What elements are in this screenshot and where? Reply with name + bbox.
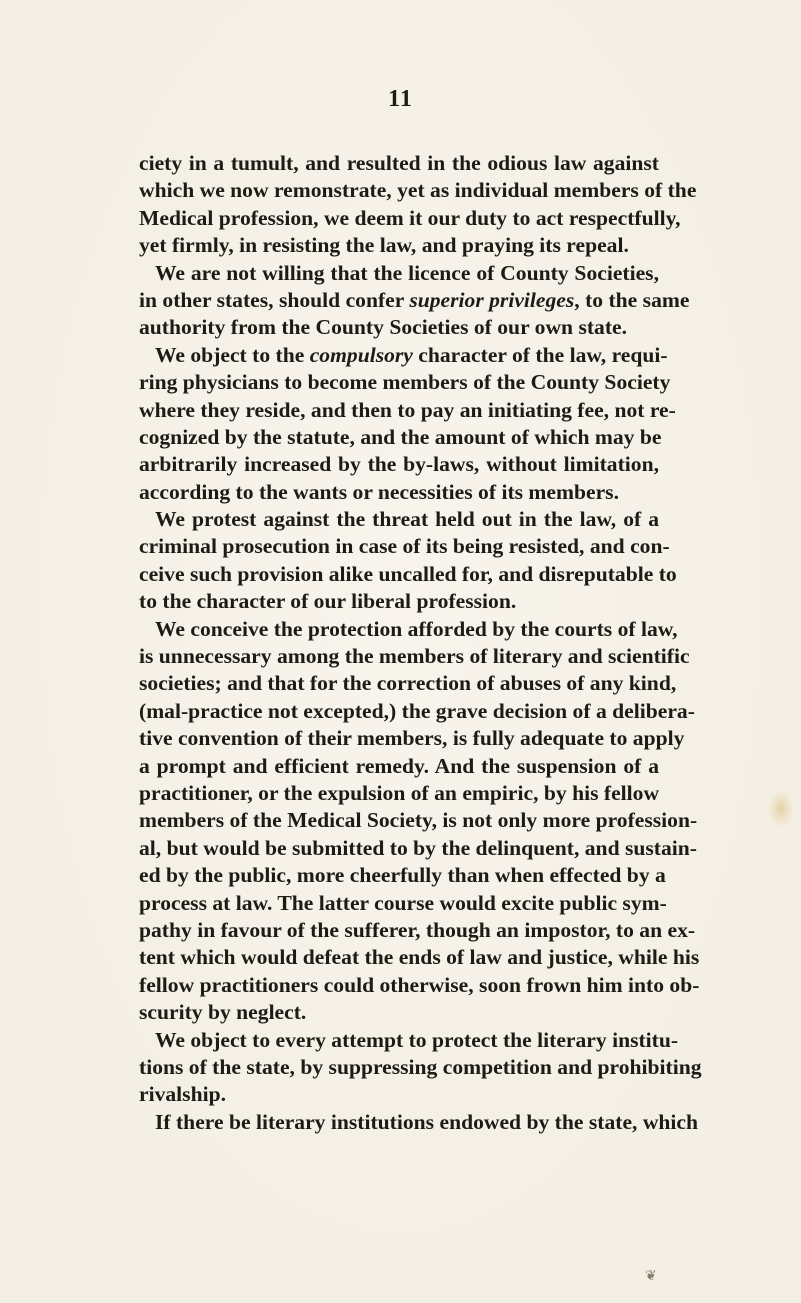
text-fragment: We object to the (155, 342, 305, 367)
text-line: criminal prosecution in case of its being resisted, and con- (139, 534, 670, 559)
text-line: tions of the state, by suppressing competition and prohibiting (139, 1054, 702, 1079)
text-line: Medical profession, we deem it our duty to act respectfully, (139, 205, 681, 230)
text-line: tent which would defeat the ends of law and justice, while his (139, 945, 700, 970)
text-line: cognized by the statute, and the amount of which may be (139, 424, 662, 449)
text-line: to the character of our liberal profession. (139, 589, 517, 614)
page-stain (768, 790, 794, 828)
text-line: ed by the public, more cheerfully than when effected by a (139, 863, 666, 888)
text-line: We protest against the threat held out in the law, of a (155, 507, 659, 532)
text-fragment: character of the law, requi- (412, 342, 668, 367)
text-line: societies; and that for the correction of abuses of any kind, (139, 671, 677, 696)
italic-phrase: compulsory (309, 342, 413, 367)
text-line: fellow practitioners could otherwise, soon frown him into ob- (139, 972, 700, 997)
text-line (139, 287, 690, 314)
text-line: according to the wants or necessities of its members. (139, 479, 619, 504)
text-line (139, 342, 668, 369)
bottom-mark: ❦ (645, 1269, 657, 1284)
text-fragment: , to the same (574, 287, 690, 312)
text-line: If there be literary institutions endowed by the state, which (155, 1109, 699, 1134)
text-line: which we now remonstrate, yet as individual members of the (139, 178, 697, 203)
text-line: ceive such provision alike uncalled for, and disreputable to (139, 561, 677, 586)
page-number: 11 (388, 86, 413, 112)
text-line: We are not willing that the licence of County Societies, (155, 260, 659, 285)
text-line: where they reside, and then to pay an initiating fee, not re- (139, 397, 676, 422)
italic-phrase: superior privileges (409, 287, 575, 312)
text-fragment: in other states, should confer (139, 287, 404, 312)
text-line: We object to every attempt to protect the literary institu- (155, 1027, 679, 1052)
text-line: rivalship. (139, 1082, 226, 1107)
text-line: ring physicians to become members of the County Society (139, 370, 671, 395)
text-line: authority from the County Societies of our own state. (139, 315, 628, 340)
text-line: members of the Medical Society, is not only more profession- (139, 808, 698, 833)
text-line: al, but would be submitted to by the delinquent, and sustain- (139, 835, 697, 860)
text-line: tive convention of their members, is fully adequate to apply (139, 726, 685, 751)
text-line: process at law. The latter course would excite public sym- (139, 890, 667, 915)
text-line: is unnecessary among the members of literary and scientific (139, 644, 690, 669)
text-line: a prompt and efficient remedy. And the suspension of a (139, 753, 659, 778)
text-line: We conceive the protection afforded by the courts of law, (155, 616, 678, 641)
text-line: arbitrarily increased by the by-laws, without limitation, (139, 452, 659, 477)
text-line: (mal-practice not excepted,) the grave decision of a delibera- (139, 698, 695, 723)
text-line: ciety in a tumult, and resulted in the odious law against (139, 151, 659, 175)
text-line: yet firmly, in resisting the law, and praying its repeal. (139, 233, 629, 258)
body-text (139, 150, 702, 1136)
text-line: pathy in favour of the sufferer, though an impostor, to an ex- (139, 917, 696, 942)
text-line: practitioner, or the expulsion of an empiric, by his fellow (139, 780, 660, 805)
text-line: scurity by neglect. (139, 1000, 307, 1025)
